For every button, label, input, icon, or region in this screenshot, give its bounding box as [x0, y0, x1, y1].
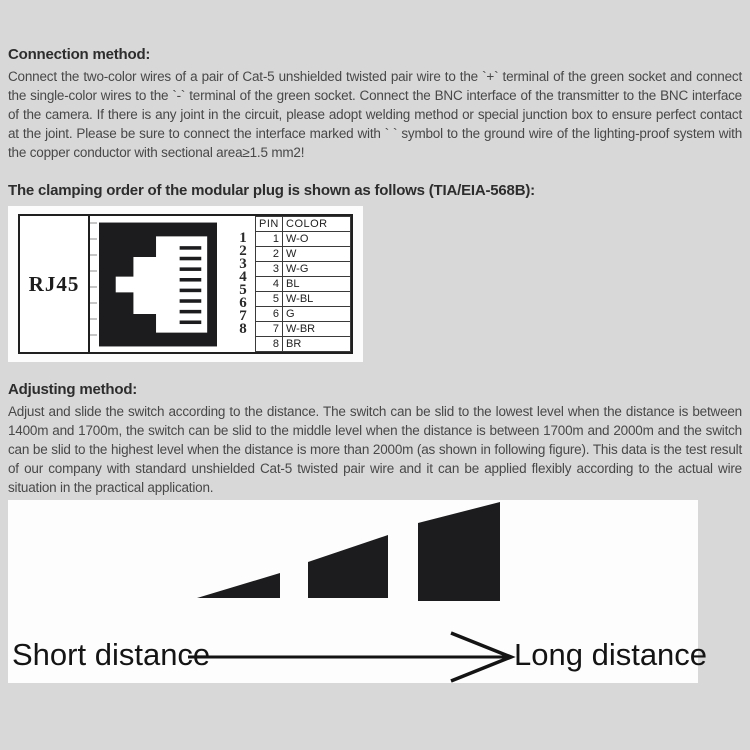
pin-cell: 2: [256, 247, 283, 262]
pin-cell: 3: [256, 262, 283, 277]
color-cell: BR: [283, 337, 351, 352]
pin-number: 8: [239, 321, 247, 337]
color-cell: W: [283, 247, 351, 262]
ruler-ticks: [90, 222, 97, 346]
rj45-label: RJ45: [20, 216, 90, 352]
pin-cell: 6: [256, 307, 283, 322]
pin-cell: 7: [256, 322, 283, 337]
short-distance-label: Short distance: [12, 637, 211, 672]
adjusting-method-heading: Adjusting method:: [8, 381, 138, 398]
pin-number: 4: [239, 269, 247, 285]
adjusting-method-paragraph: Adjust and slide the switch according to the distance. The switch can be slid to the lowest level when the distance is between 1400m and 1700m, the switch can be slid to the middle level when the distance is between 1700m and 2000m and the switch can be slid to the highest level when the distance is more than 2000m (as shown in following figure). This data is the test result of our company with standard unshielded Cat-5 twisted pair wire and it can be applied flexibly according to the actual wire situation in the practical application.: [8, 404, 742, 495]
rj45-figure: [8, 206, 363, 362]
table-row: [256, 247, 351, 262]
wedge-low-level: [197, 573, 280, 598]
long-distance-label: Long distance: [514, 637, 708, 672]
color-cell: W-BL: [283, 292, 351, 307]
connection-method-paragraph: Connect the two-color wires of a pair of Cat-5 unshielded twisted pair wire to the `+` terminal of the green socket and connect the single-color wires to the `-` terminal of the green socket. Connect the BNC interface of the transmitter to the BNC interface of the camera. If there is any joint in the circuit, please adopt welding method or special junction box to ensure perfect contact at the joint. Please be sure to connect the interface marked with ` ` symbol to the ground wire of the lighting-proof system with the copper conductor with sectional area≥1.5 mm2!: [8, 69, 742, 160]
connection-method-heading: Connection method:: [8, 46, 151, 63]
pin-column-header: PIN: [256, 217, 283, 232]
table-row: [256, 307, 351, 322]
distance-figure: [8, 500, 708, 683]
table-row: [256, 262, 351, 277]
pin-color-table: [255, 216, 351, 352]
rj45-connector-area: [90, 216, 231, 352]
rj45-figure-frame: [18, 214, 353, 354]
pin-cell: 5: [256, 292, 283, 307]
distance-arrow: [188, 633, 511, 681]
color-cell: BL: [283, 277, 351, 292]
table-row: [256, 322, 351, 337]
color-cell: W-G: [283, 262, 351, 277]
color-cell: W-O: [283, 232, 351, 247]
pin-number: 7: [239, 308, 247, 324]
color-cell: G: [283, 307, 351, 322]
color-column-header: COLOR: [283, 217, 351, 232]
table-row: [256, 337, 351, 352]
pin-number: 1: [239, 230, 247, 246]
pin-cell: 1: [256, 232, 283, 247]
pin-number: 2: [239, 243, 247, 259]
pin-cell: 8: [256, 337, 283, 352]
pin-number: 5: [239, 282, 247, 298]
pin-cell: 4: [256, 277, 283, 292]
pin-number: 6: [239, 295, 247, 311]
rj45-jack-icon: [99, 222, 217, 347]
table-row: [256, 232, 351, 247]
table-row: [256, 292, 351, 307]
color-cell: W-BR: [283, 322, 351, 337]
table-header-row: [256, 217, 351, 232]
pin-number: 3: [239, 256, 247, 272]
table-row: [256, 277, 351, 292]
wedge-middle-level: [308, 535, 388, 598]
wedge-high-level: [418, 502, 500, 601]
pin-numbers-column: [231, 216, 255, 352]
clamping-order-heading: The clamping order of the modular plug is shown as follows (TIA/EIA-568B):: [8, 182, 535, 199]
